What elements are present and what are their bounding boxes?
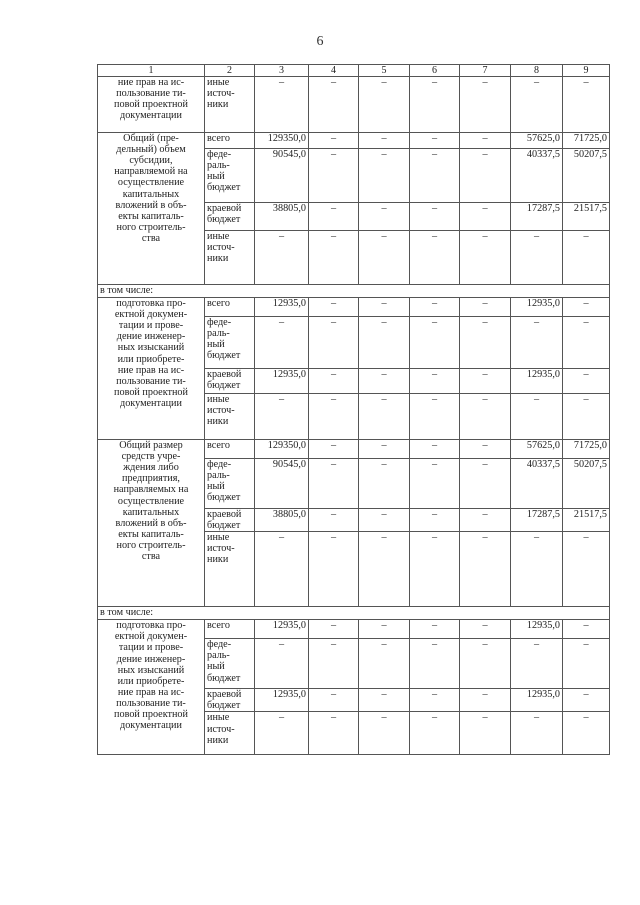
- empty-value: –: [410, 532, 460, 607]
- empty-value: –: [359, 369, 410, 394]
- empty-value: –: [511, 317, 563, 369]
- item-description: Общий размер средств учре- ждения либо предприятия, направляемых на осуществление капитальных вложений в объ- екты капиталь- ного строитель- ства: [98, 440, 205, 607]
- empty-value: –: [410, 440, 460, 459]
- column-number: 5: [359, 65, 410, 77]
- table-row: [98, 620, 610, 639]
- funding-source: иные источ- ники: [205, 394, 255, 440]
- table-row: [98, 133, 610, 149]
- empty-value: –: [309, 394, 359, 440]
- amount-value: 50207,5: [563, 459, 610, 509]
- item-description: подготовка про- ектной докумен- тации и прове- дение инженер- ных изысканий или приобрете- ние прав на ис- пользование ти- повой проектной документации: [98, 298, 205, 440]
- empty-value: –: [511, 639, 563, 689]
- funding-source: краевой бюджет: [205, 203, 255, 231]
- column-number: 2: [205, 65, 255, 77]
- column-number: 8: [511, 65, 563, 77]
- empty-value: –: [563, 77, 610, 133]
- empty-value: –: [309, 231, 359, 285]
- empty-value: –: [410, 620, 460, 639]
- amount-value: 38805,0: [255, 203, 309, 231]
- empty-value: –: [460, 317, 511, 369]
- amount-value: 40337,5: [511, 459, 563, 509]
- funding-source: феде- раль- ный бюджет: [205, 317, 255, 369]
- amount-value: 57625,0: [511, 133, 563, 149]
- funding-source: всего: [205, 620, 255, 639]
- funding-source: иные источ- ники: [205, 231, 255, 285]
- empty-value: –: [410, 203, 460, 231]
- empty-value: –: [410, 712, 460, 755]
- empty-value: –: [309, 689, 359, 712]
- empty-value: –: [410, 689, 460, 712]
- empty-value: –: [563, 231, 610, 285]
- funding-source: феде- раль- ный бюджет: [205, 149, 255, 203]
- amount-value: 17287,5: [511, 203, 563, 231]
- empty-value: –: [410, 459, 460, 509]
- funding-source: иные источ- ники: [205, 532, 255, 607]
- empty-value: –: [255, 317, 309, 369]
- empty-value: –: [511, 231, 563, 285]
- funding-source: всего: [205, 440, 255, 459]
- empty-value: –: [309, 203, 359, 231]
- amount-value: 12935,0: [255, 620, 309, 639]
- empty-value: –: [410, 77, 460, 133]
- empty-value: –: [460, 231, 511, 285]
- funding-source: краевой бюджет: [205, 689, 255, 712]
- empty-value: –: [359, 639, 410, 689]
- empty-value: –: [309, 639, 359, 689]
- column-number: 3: [255, 65, 309, 77]
- funding-source: иные источ- ники: [205, 712, 255, 755]
- column-number: 6: [410, 65, 460, 77]
- empty-value: –: [460, 133, 511, 149]
- section-row: [98, 607, 610, 620]
- empty-value: –: [563, 369, 610, 394]
- amount-value: 38805,0: [255, 509, 309, 532]
- empty-value: –: [460, 620, 511, 639]
- funding-source: краевой бюджет: [205, 509, 255, 532]
- amount-value: 12935,0: [511, 298, 563, 317]
- empty-value: –: [359, 77, 410, 133]
- empty-value: –: [563, 712, 610, 755]
- amount-value: 12935,0: [255, 369, 309, 394]
- empty-value: –: [511, 77, 563, 133]
- page-number: 6: [316, 34, 324, 49]
- funding-source: иные источ- ники: [205, 77, 255, 133]
- amount-value: 12935,0: [511, 689, 563, 712]
- amount-value: 71725,0: [563, 133, 610, 149]
- empty-value: –: [460, 203, 511, 231]
- empty-value: –: [309, 369, 359, 394]
- column-number: 7: [460, 65, 511, 77]
- amount-value: 12935,0: [255, 298, 309, 317]
- amount-value: 17287,5: [511, 509, 563, 532]
- empty-value: –: [563, 394, 610, 440]
- empty-value: –: [410, 133, 460, 149]
- empty-value: –: [309, 317, 359, 369]
- empty-value: –: [460, 298, 511, 317]
- amount-value: 21517,5: [563, 509, 610, 532]
- empty-value: –: [460, 459, 511, 509]
- empty-value: –: [563, 298, 610, 317]
- empty-value: –: [410, 149, 460, 203]
- funding-source: краевой бюджет: [205, 369, 255, 394]
- empty-value: –: [410, 231, 460, 285]
- amount-value: 21517,5: [563, 203, 610, 231]
- empty-value: –: [563, 689, 610, 712]
- empty-value: –: [410, 317, 460, 369]
- empty-value: –: [410, 509, 460, 532]
- amount-value: 129350,0: [255, 440, 309, 459]
- empty-value: –: [309, 712, 359, 755]
- amount-value: 40337,5: [511, 149, 563, 203]
- empty-value: –: [563, 532, 610, 607]
- empty-value: –: [359, 394, 410, 440]
- empty-value: –: [359, 712, 410, 755]
- amount-value: 12935,0: [255, 689, 309, 712]
- funding-source: всего: [205, 133, 255, 149]
- empty-value: –: [511, 712, 563, 755]
- amount-value: 129350,0: [255, 133, 309, 149]
- empty-value: –: [460, 394, 511, 440]
- item-description: Общий (пре- дельный) объем субсидии, направляемой на осуществление капитальных вложений в объ- екты капиталь- ного строитель- ства: [98, 133, 205, 285]
- empty-value: –: [309, 149, 359, 203]
- amount-value: 57625,0: [511, 440, 563, 459]
- empty-value: –: [359, 203, 410, 231]
- empty-value: –: [460, 369, 511, 394]
- financing-table: [97, 64, 610, 755]
- empty-value: –: [309, 133, 359, 149]
- empty-value: –: [460, 689, 511, 712]
- empty-value: –: [460, 149, 511, 203]
- amount-value: 90545,0: [255, 149, 309, 203]
- column-number: 9: [563, 65, 610, 77]
- empty-value: –: [460, 77, 511, 133]
- empty-value: –: [359, 231, 410, 285]
- empty-value: –: [359, 133, 410, 149]
- empty-value: –: [410, 298, 460, 317]
- empty-value: –: [460, 509, 511, 532]
- empty-value: –: [563, 639, 610, 689]
- empty-value: –: [255, 639, 309, 689]
- section-label: в том числе:: [98, 607, 610, 620]
- empty-value: –: [309, 532, 359, 607]
- empty-value: –: [563, 317, 610, 369]
- section-row: [98, 285, 610, 298]
- empty-value: –: [359, 459, 410, 509]
- empty-value: –: [255, 394, 309, 440]
- amount-value: 90545,0: [255, 459, 309, 509]
- empty-value: –: [359, 532, 410, 607]
- table-row: [98, 77, 610, 133]
- empty-value: –: [460, 440, 511, 459]
- empty-value: –: [255, 712, 309, 755]
- empty-value: –: [359, 620, 410, 639]
- column-number-row: [98, 65, 610, 77]
- amount-value: 71725,0: [563, 440, 610, 459]
- empty-value: –: [255, 532, 309, 607]
- funding-source: всего: [205, 298, 255, 317]
- empty-value: –: [563, 620, 610, 639]
- empty-value: –: [359, 689, 410, 712]
- empty-value: –: [309, 77, 359, 133]
- empty-value: –: [511, 532, 563, 607]
- empty-value: –: [309, 620, 359, 639]
- empty-value: –: [255, 231, 309, 285]
- empty-value: –: [511, 394, 563, 440]
- empty-value: –: [410, 369, 460, 394]
- empty-value: –: [460, 532, 511, 607]
- empty-value: –: [410, 394, 460, 440]
- empty-value: –: [309, 440, 359, 459]
- item-description: подготовка про- ектной докумен- тации и прове- дение инженер- ных изысканий или приобрете- ние прав на ис- пользование ти- повой проектной документации: [98, 620, 205, 755]
- funding-source: феде- раль- ный бюджет: [205, 639, 255, 689]
- empty-value: –: [309, 298, 359, 317]
- empty-value: –: [359, 298, 410, 317]
- amount-value: 12935,0: [511, 620, 563, 639]
- empty-value: –: [309, 459, 359, 509]
- table-body: [98, 65, 610, 755]
- empty-value: –: [460, 639, 511, 689]
- empty-value: –: [359, 317, 410, 369]
- empty-value: –: [359, 440, 410, 459]
- empty-value: –: [309, 509, 359, 532]
- amount-value: 50207,5: [563, 149, 610, 203]
- empty-value: –: [255, 77, 309, 133]
- funding-source: феде- раль- ный бюджет: [205, 459, 255, 509]
- item-description: ние прав на ис- пользование ти- повой проектной документации: [98, 77, 205, 133]
- column-number: 4: [309, 65, 359, 77]
- column-number: 1: [98, 65, 205, 77]
- empty-value: –: [410, 639, 460, 689]
- table-row: [98, 440, 610, 459]
- empty-value: –: [359, 149, 410, 203]
- amount-value: 12935,0: [511, 369, 563, 394]
- empty-value: –: [359, 509, 410, 532]
- empty-value: –: [460, 712, 511, 755]
- table-row: [98, 298, 610, 317]
- section-label: в том числе:: [98, 285, 610, 298]
